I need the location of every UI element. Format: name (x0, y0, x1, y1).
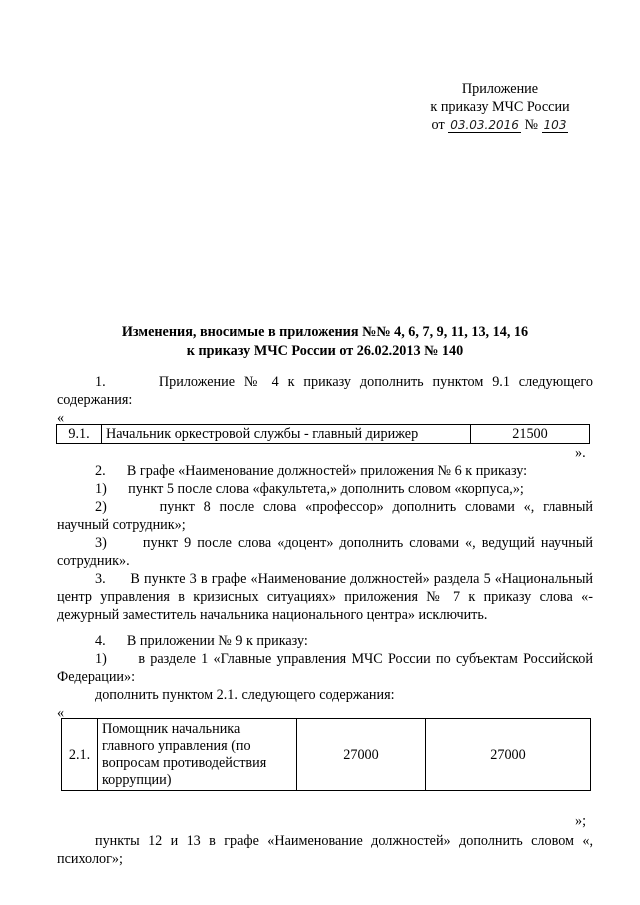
table-2-row (62, 719, 591, 791)
item-4 (57, 632, 593, 650)
document-header (400, 80, 600, 134)
table-1-num: 9.1. (57, 425, 102, 444)
header-from-label: от (431, 117, 445, 133)
table-1-value: 21500 (471, 425, 590, 444)
item-2 (57, 462, 593, 570)
header-number-label: № (524, 117, 538, 133)
table-1-position: Начальник оркестровой службы - главный дирижер (102, 425, 471, 444)
title-line-1: Изменения, вносимые в приложения №№ 4, 6, 7, 9, 11, 13, 14, 16 (121, 324, 529, 340)
item-4-text: 4. В приложении № 9 к приказу: (95, 633, 308, 649)
table-2-value-1: 27000 (297, 719, 426, 791)
table-1-row (57, 425, 590, 444)
item-2-sub-3: 3) пункт 9 после слова «доцент» дополнить словами «, ведущий научный (95, 535, 593, 551)
item-2-sub-3-cont: сотрудник». (57, 553, 130, 569)
header-number: 103 (543, 118, 567, 132)
table-2-value-2: 27000 (426, 719, 591, 791)
item-2-sub-2-cont: научный сотрудник»; (57, 517, 186, 533)
close-quote-1: ». (575, 445, 586, 461)
item-2-text: 2. В графе «Наименование должностей» приложения № 6 к приказу: (95, 463, 528, 479)
item-4-add-text: дополнить пунктом 2.1. следующего содержания: (95, 687, 395, 703)
table-2 (61, 718, 591, 791)
open-quote-2: « (57, 705, 65, 721)
item-1 (57, 373, 593, 427)
item-3: 3. В пункте 3 в графе «Наименование должностей» раздела 5 «Национальный центр управления в кризисных ситуациях» приложения № 7 к приказу слова «- дежурный заместитель начальника национального центра» исключить. (57, 571, 593, 623)
item-2-sub-1: 1) пункт 5 после слова «факультета,» дополнить словом «корпуса,»; (95, 481, 524, 497)
item-1-text: 1. Приложение № 4 к приказу дополнить пунктом 9.1 следующего (95, 374, 593, 390)
table-1 (56, 424, 590, 444)
document-title (60, 323, 590, 361)
item-1-text-cont: содержания: (57, 392, 133, 408)
item-2-sub-2: 2) пункт 8 после слова «профессор» дополнить словами «, главный (95, 499, 593, 515)
item-4-add (57, 686, 593, 722)
header-appendix: Приложение (461, 81, 539, 97)
table-2-num: 2.1. (62, 719, 98, 791)
header-date-line (400, 116, 600, 134)
header-order-ref: к приказу МЧС России (430, 99, 570, 115)
open-quote-1: « (57, 410, 65, 426)
title-line-2: к приказу МЧС России от 26.02.2013 № 140 (186, 343, 464, 359)
header-date: 03.03.2016 (450, 118, 519, 132)
table-2-position: Помощник начальника главного управления (по вопросам противодействия коррупции) (98, 719, 297, 791)
last-paragraph: пункты 12 и 13 в графе «Наименование должностей» дополнить словом «, психолог»; (57, 833, 593, 867)
close-quote-2: »; (575, 813, 587, 829)
item-4-sub-1: 1) в разделе 1 «Главные управления МЧС России по субъектам Российской Федерации»: (57, 651, 593, 685)
